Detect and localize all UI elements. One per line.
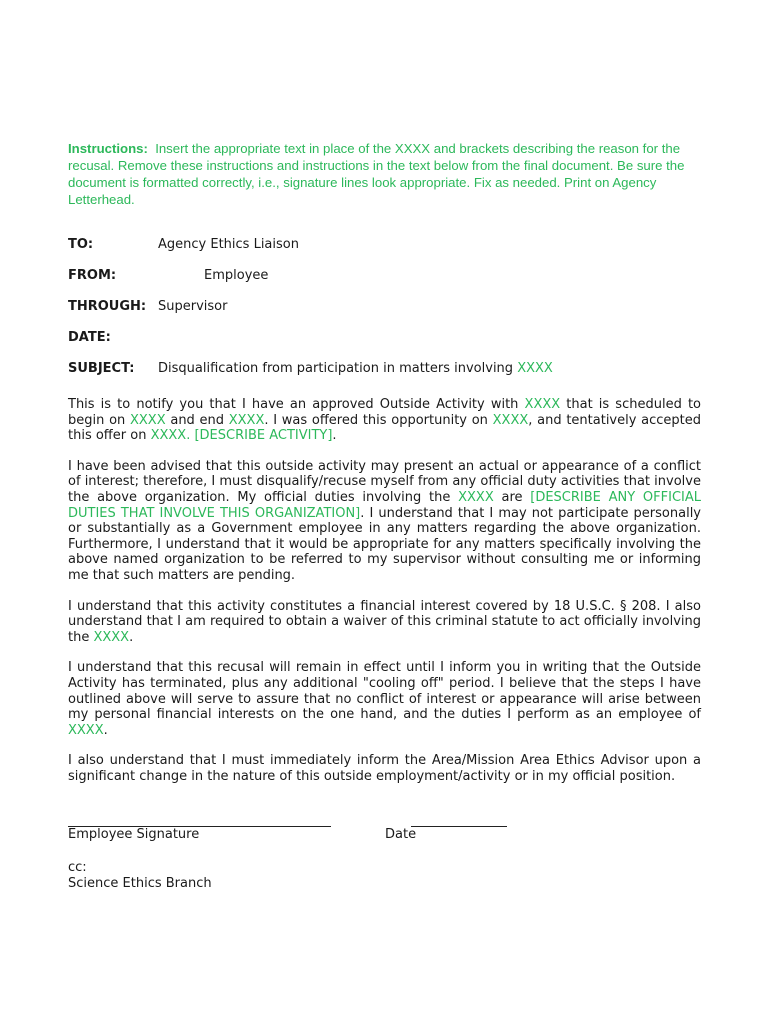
- paragraph-text: I also understand that I must immediately inform the Area/Mission Area Ethics Advisor upon a significant change in the nature of this outside employment/activity or in my official position.: [68, 753, 701, 784]
- through-label: THROUGH:: [68, 299, 147, 314]
- cc-recipient: Science Ethics Branch: [68, 876, 212, 892]
- to-label: TO:: [68, 237, 94, 252]
- placeholder-text: XXXX: [93, 629, 130, 645]
- paragraph-text: that is scheduled to begin on: [68, 397, 701, 428]
- body-paragraph-4: [68, 660, 701, 738]
- instructions-label: Instructions:: [68, 141, 148, 156]
- from-row: [68, 268, 701, 299]
- paragraph-text: I understand that this activity constitutes a financial interest covered by 18 U.S.C. § 208. I also understand that I am required to obtain a waiver of this criminal statute to act officially involving the: [68, 598, 701, 645]
- body-paragraph-3: [68, 599, 701, 646]
- date-signature-line[interactable]: [411, 818, 507, 827]
- paragraph-text: . I understand that I may not participate personally or substantially as a Government employee in any matters regarding the above organization. Furthermore, I understand that it would be appropriate for any matters specifically involving the above named organization to be referred to my supervisor without consulting me or informing me that such matters are pending.: [68, 505, 701, 583]
- paragraph-text: This is to notify you that I have an approved Outside Activity with: [68, 397, 525, 412]
- from-label: FROM:: [68, 268, 117, 283]
- subject-row: [68, 361, 701, 392]
- instructions-text: Insert the appropriate text in place of the XXXX and brackets describing the reason for the recusal. Remove these instructions and instructions in the text below from the final document. Be sure the document is formatted correctly, i.e., signature lines look appropriate. Fix as needed. Print on Agency Letterhead.: [68, 141, 685, 207]
- paragraph-text: .: [129, 629, 134, 645]
- document-page: [68, 140, 701, 892]
- body-paragraph-2: [68, 459, 701, 584]
- date-row: [68, 330, 701, 361]
- paragraph-text: .: [332, 428, 337, 444]
- body-paragraphs: [68, 397, 701, 784]
- date-label: DATE:: [68, 330, 111, 345]
- placeholder-text: XXXX: [68, 722, 104, 738]
- subject-label: SUBJECT:: [68, 361, 135, 376]
- instructions-block: [68, 140, 701, 208]
- placeholder-text: XXXX: [228, 412, 265, 428]
- placeholder-text: [DESCRIBE ANY OFFICIAL DUTIES THAT INVOLVE THIS ORGANIZATION]: [68, 489, 701, 521]
- through-row: [68, 299, 701, 330]
- memo-header: [68, 237, 701, 392]
- placeholder-text: XXXX: [458, 489, 494, 505]
- from-value: Employee: [204, 268, 269, 283]
- employee-signature-line[interactable]: [68, 818, 331, 827]
- cc-label: cc:: [68, 860, 87, 876]
- to-row: [68, 237, 701, 268]
- subject-value-wrap: [158, 361, 553, 376]
- cc-block: [68, 860, 701, 892]
- placeholder-text: XXXX: [130, 412, 166, 428]
- to-value: Agency Ethics Liaison: [158, 237, 299, 252]
- employee-signature-label: Employee Signature: [68, 827, 200, 843]
- paragraph-text: I understand that this recusal will remain in effect until I inform you in writing that the Outside Activity has terminated, plus any additional "cooling off" period. I believe that the steps I have outlined above will serve to assure that no conflict of interest or appearance will arise between my personal financial interests on the one hand, and the duties I perform as an employee of: [68, 660, 701, 723]
- paragraph-text: are: [493, 489, 531, 505]
- paragraph-text: I have been advised that this outside activity may present an actual or appearance of a conflict of interest; therefore, I must disqualify/recuse myself from any official duty activities that involve the above organization. My official duties involving the: [68, 458, 701, 505]
- paragraph-text: .: [103, 722, 108, 738]
- placeholder-text: XXXX. [DESCRIBE ACTIVITY]: [150, 428, 333, 444]
- paragraph-text: . I was offered this opportunity on: [264, 412, 493, 428]
- body-paragraph-1: [68, 397, 701, 444]
- placeholder-text: XXXX: [524, 397, 561, 412]
- placeholder-text: XXXX: [492, 412, 529, 428]
- date-signature-label: Date: [385, 827, 417, 843]
- subject-placeholder: XXXX: [517, 361, 553, 376]
- paragraph-text: and end: [165, 412, 229, 428]
- subject-value: Disqualification from participation in matters involving: [158, 361, 518, 376]
- through-value: Supervisor: [158, 299, 228, 314]
- signature-block: [68, 818, 701, 858]
- body-paragraph-5: [68, 753, 701, 784]
- paragraph-text: , and tentatively accepted this offer on: [68, 412, 702, 444]
